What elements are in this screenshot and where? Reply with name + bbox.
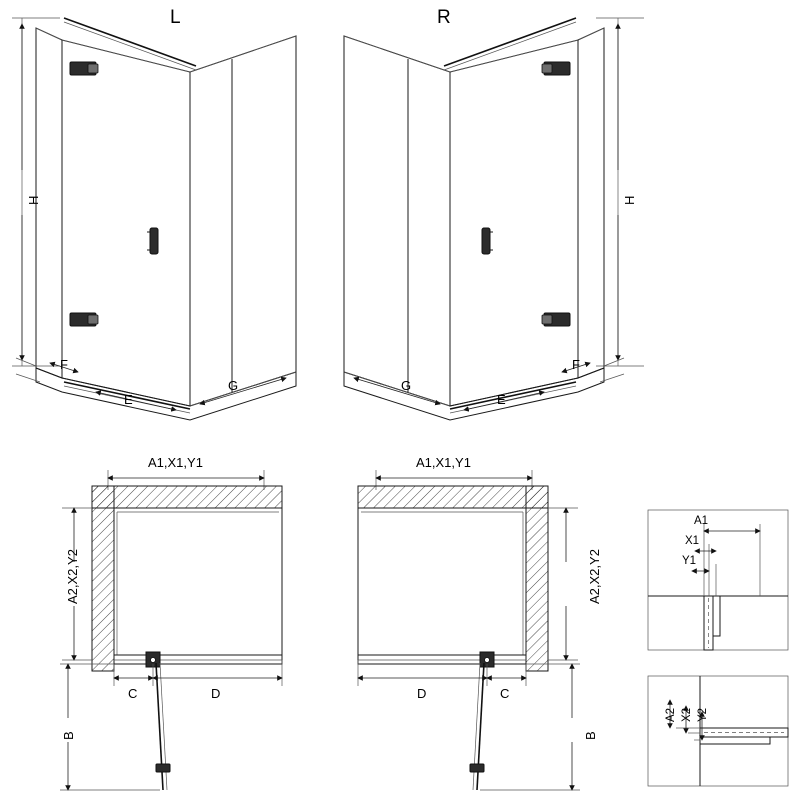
iso-left-title: L bbox=[170, 7, 181, 28]
detail-x1-label: X1 bbox=[685, 535, 700, 547]
plan-right-c-label: C bbox=[500, 686, 510, 701]
plan-right-top-dim-label: A1,X1,Y1 bbox=[416, 455, 471, 470]
plan-left-d-label: D bbox=[211, 686, 221, 701]
iso-left-height-label: H bbox=[26, 195, 41, 205]
detail-y2-label: Y2 bbox=[697, 707, 709, 722]
iso-right-e-label: E bbox=[497, 392, 506, 407]
plan-left-side-dim-label: A2,X2,Y2 bbox=[65, 549, 80, 604]
detail-a1-label: A1 bbox=[694, 515, 709, 527]
detail-y1-label: Y1 bbox=[682, 555, 697, 567]
iso-right-title: R bbox=[437, 7, 451, 28]
iso-left-view bbox=[12, 18, 296, 420]
iso-left-f-label: F bbox=[60, 357, 68, 372]
iso-right-g-label: G bbox=[401, 378, 412, 393]
plan-right-b-label: B bbox=[583, 731, 598, 740]
detail-x2-label: X2 bbox=[681, 707, 693, 722]
plan-right-side-dim-label: A2,X2,Y2 bbox=[587, 549, 602, 604]
detail-a2-label: A2 bbox=[665, 707, 677, 722]
iso-right-view bbox=[344, 18, 644, 420]
detail-bottom-view bbox=[648, 676, 788, 786]
plan-right-d-label: D bbox=[417, 686, 427, 701]
iso-left-e-label: E bbox=[124, 392, 133, 407]
iso-right-f-label: F bbox=[572, 357, 580, 372]
plan-left-b-label: B bbox=[61, 731, 76, 740]
plan-right-view bbox=[358, 470, 580, 790]
plan-left-c-label: C bbox=[128, 686, 138, 701]
plan-left-view bbox=[60, 470, 282, 790]
detail-top-view bbox=[648, 510, 788, 650]
plan-left-top-dim-label: A1,X1,Y1 bbox=[148, 455, 203, 470]
iso-left-g-label: G bbox=[228, 378, 239, 393]
iso-right-height-label: H bbox=[622, 195, 637, 205]
